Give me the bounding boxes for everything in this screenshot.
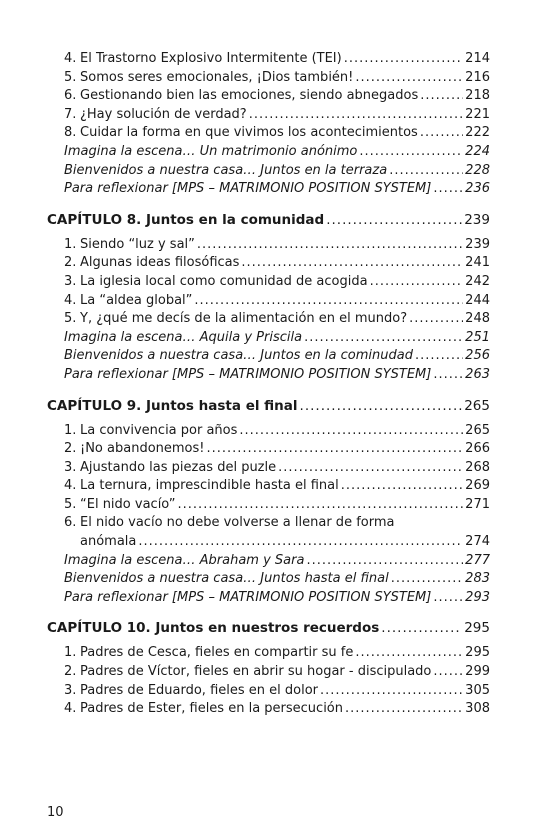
entry-title: El Trastorno Explosivo Intermitente (TEI) bbox=[80, 51, 342, 66]
entry-number: 1. bbox=[64, 236, 77, 252]
entry-title-line1: El nido vacío no debe volverse a llenar de forma bbox=[80, 515, 395, 531]
toc-entry bbox=[47, 440, 490, 459]
entry-number: 8. bbox=[64, 125, 77, 141]
entry-title: La convivencia por años bbox=[80, 422, 238, 438]
toc-entry bbox=[47, 292, 490, 311]
toc-entry bbox=[47, 422, 490, 441]
toc-entry bbox=[47, 69, 490, 88]
entry-page: 221 bbox=[465, 106, 490, 122]
entry-title: Algunas ideas filosóficas bbox=[80, 255, 240, 271]
subentry-page: 263 bbox=[465, 366, 490, 382]
leader-dots bbox=[304, 329, 463, 348]
leader-dots bbox=[326, 211, 462, 230]
leader-dots bbox=[389, 162, 463, 181]
entry-title: Padres de Cesca, fieles en compartir su fe bbox=[80, 645, 354, 661]
toc-entry bbox=[47, 682, 490, 701]
leader-dots bbox=[138, 533, 463, 552]
subentry-title: Imagina la escena… Aquila y Priscila bbox=[64, 329, 303, 345]
entry-number: 2. bbox=[64, 255, 77, 271]
leader-dots bbox=[249, 106, 463, 125]
leader-dots bbox=[433, 180, 463, 199]
toc-subentry bbox=[47, 329, 490, 348]
entry-title: ¡No abandonemos! bbox=[80, 441, 205, 457]
entry-page: 266 bbox=[465, 441, 490, 457]
chapter-heading bbox=[47, 397, 490, 416]
leader-dots bbox=[320, 682, 463, 701]
toc-subentry bbox=[47, 347, 490, 366]
chapter-page: 239 bbox=[464, 211, 490, 228]
subentry-page: 277 bbox=[465, 552, 490, 568]
leader-dots bbox=[355, 644, 463, 663]
leader-dots bbox=[178, 496, 464, 515]
chapter-page: 295 bbox=[464, 620, 490, 637]
toc-entry bbox=[47, 124, 490, 143]
subentry-title: Imagina la escena… Abraham y Sara bbox=[64, 552, 305, 568]
toc-subentry bbox=[47, 162, 490, 181]
toc-entry-wrapped-first-line bbox=[47, 514, 490, 533]
entry-number: 6. bbox=[64, 88, 77, 104]
leader-dots bbox=[241, 254, 463, 273]
entry-number: 3. bbox=[64, 682, 77, 698]
chapter-page: 265 bbox=[464, 397, 490, 414]
entry-page: 299 bbox=[465, 664, 490, 680]
entry-number: 4. bbox=[64, 701, 77, 717]
toc-entry bbox=[47, 87, 490, 106]
subentry-page: 224 bbox=[465, 143, 490, 159]
entry-title: Gestionando bien las emociones, siendo abnegados bbox=[80, 88, 419, 104]
chapter-heading bbox=[47, 211, 490, 230]
entry-number: 4. bbox=[64, 478, 77, 494]
subentry-title: Para reflexionar [MPS – MATRIMONIO POSITION SYSTEM] bbox=[64, 589, 432, 605]
leader-dots bbox=[194, 292, 463, 311]
entry-page: 274 bbox=[465, 534, 490, 550]
leader-dots bbox=[420, 124, 463, 143]
toc-entry bbox=[47, 700, 490, 719]
leader-dots bbox=[433, 366, 463, 385]
leader-dots bbox=[433, 663, 463, 682]
toc-entry-wrapped-second-line bbox=[47, 533, 490, 552]
subentry-title: Para reflexionar [MPS – MATRIMONIO POSITION SYSTEM] bbox=[64, 181, 432, 197]
entry-page: 218 bbox=[465, 88, 490, 104]
leader-dots bbox=[420, 87, 463, 106]
leader-dots bbox=[300, 397, 463, 416]
leader-dots bbox=[381, 619, 462, 638]
entry-page: 248 bbox=[465, 311, 490, 327]
entry-number: 5. bbox=[64, 496, 77, 512]
entry-page: 271 bbox=[465, 496, 490, 512]
entry-page: 308 bbox=[465, 701, 490, 717]
leader-dots bbox=[278, 459, 463, 478]
entry-title: Y, ¿qué me decís de la alimentación en el mundo? bbox=[80, 311, 408, 327]
chapter-heading bbox=[47, 619, 490, 638]
leader-dots bbox=[207, 440, 464, 459]
entry-number: 1. bbox=[64, 645, 77, 661]
entry-title: Cuidar la forma en que vivimos los acontecimientos bbox=[80, 125, 418, 141]
toc-subentry bbox=[47, 589, 490, 608]
entry-title: Padres de Eduardo, fieles en el dolor bbox=[80, 682, 319, 698]
entry-title: Padres de Ester, fieles en la persecución bbox=[80, 701, 343, 717]
subentry-page: 236 bbox=[465, 181, 490, 197]
entry-number: 2. bbox=[64, 441, 77, 457]
leader-dots bbox=[391, 570, 463, 589]
toc-entry bbox=[47, 663, 490, 682]
leader-dots bbox=[239, 422, 463, 441]
entry-number: 3. bbox=[64, 273, 77, 289]
toc-entry bbox=[47, 236, 490, 255]
entry-number: 3. bbox=[64, 459, 77, 475]
subentry-title: Bienvenidos a nuestra casa… Juntos en la terraza bbox=[64, 162, 388, 178]
entry-page: 214 bbox=[465, 51, 490, 66]
entry-page: 268 bbox=[465, 459, 490, 475]
entry-number: 4. bbox=[64, 51, 77, 66]
toc-entry bbox=[47, 254, 490, 273]
toc-subentry bbox=[47, 552, 490, 571]
subentry-page: 251 bbox=[465, 329, 490, 345]
toc-subentry bbox=[47, 366, 490, 385]
entry-page: 295 bbox=[465, 645, 490, 661]
subentry-page: 228 bbox=[465, 162, 490, 178]
toc-subentry bbox=[47, 180, 490, 199]
leader-dots bbox=[409, 310, 463, 329]
entry-page: 244 bbox=[465, 292, 490, 308]
entry-title: La “aldea global” bbox=[80, 292, 193, 308]
toc-entry bbox=[47, 273, 490, 292]
entry-number: 6. bbox=[64, 515, 77, 531]
entry-title: Padres de Víctor, fieles en abrir su hogar - discipulado bbox=[80, 664, 432, 680]
entry-page: 239 bbox=[465, 236, 490, 252]
leader-dots bbox=[345, 700, 463, 719]
leader-dots bbox=[359, 143, 463, 162]
subentry-title: Imagina la escena… Un matrimonio anónimo bbox=[64, 143, 358, 159]
subentry-page: 293 bbox=[465, 589, 490, 605]
chapter-title: CAPÍTULO 8. Juntos en la comunidad bbox=[47, 211, 325, 228]
entry-title: La iglesia local como comunidad de acogida bbox=[80, 273, 368, 289]
entry-number: 1. bbox=[64, 422, 77, 438]
entry-page: 269 bbox=[465, 478, 490, 494]
subentry-title: Bienvenidos a nuestra casa… Juntos hasta el final bbox=[64, 571, 389, 587]
entry-page: 241 bbox=[465, 255, 490, 271]
entry-title: Ajustando las piezas del puzle bbox=[80, 459, 277, 475]
leader-dots bbox=[197, 236, 463, 255]
entry-page: 222 bbox=[465, 125, 490, 141]
leader-dots bbox=[306, 552, 463, 571]
subentry-page: 283 bbox=[465, 571, 490, 587]
entry-page: 216 bbox=[465, 69, 490, 85]
chapter-title: CAPÍTULO 9. Juntos hasta el final bbox=[47, 397, 298, 414]
entry-title-line2: anómala bbox=[80, 534, 137, 550]
toc-entry bbox=[47, 106, 490, 125]
leader-dots bbox=[344, 50, 463, 69]
entry-number: 7. bbox=[64, 106, 77, 122]
entry-number: 2. bbox=[64, 664, 77, 680]
toc-entry bbox=[47, 477, 490, 496]
subentry-title: Bienvenidos a nuestra casa… Juntos en la cominudad bbox=[64, 348, 413, 364]
leader-dots bbox=[433, 589, 463, 608]
leader-dots bbox=[355, 69, 463, 88]
entry-title: “El nido vacío” bbox=[80, 496, 176, 512]
leader-dots bbox=[370, 273, 464, 292]
entry-page: 305 bbox=[465, 682, 490, 698]
entry-title: ¿Hay solución de verdad? bbox=[80, 106, 247, 122]
leader-dots bbox=[341, 477, 463, 496]
toc-entry bbox=[47, 644, 490, 663]
entry-number: 4. bbox=[64, 292, 77, 308]
entry-title: Somos seres emocionales, ¡Dios también! bbox=[80, 69, 354, 85]
subentry-title: Para reflexionar [MPS – MATRIMONIO POSITION SYSTEM] bbox=[64, 366, 432, 382]
toc-subentry bbox=[47, 570, 490, 589]
table-of-contents bbox=[47, 50, 490, 719]
entry-page: 265 bbox=[465, 422, 490, 438]
toc-subentry bbox=[47, 143, 490, 162]
entry-number: 5. bbox=[64, 311, 77, 327]
entry-title: La ternura, imprescindible hasta el final bbox=[80, 478, 339, 494]
leader-dots bbox=[415, 347, 463, 366]
toc-entry bbox=[47, 459, 490, 478]
page-number: 10 bbox=[47, 805, 64, 820]
subentry-page: 256 bbox=[465, 348, 490, 364]
toc-entry bbox=[47, 310, 490, 329]
chapter-title: CAPÍTULO 10. Juntos en nuestros recuerdos bbox=[47, 620, 380, 637]
toc-entry bbox=[47, 496, 490, 515]
entry-title: Siendo “luz y sal” bbox=[80, 236, 195, 252]
entry-number: 5. bbox=[64, 69, 77, 85]
toc-entry bbox=[47, 50, 490, 69]
entry-page: 242 bbox=[465, 273, 490, 289]
